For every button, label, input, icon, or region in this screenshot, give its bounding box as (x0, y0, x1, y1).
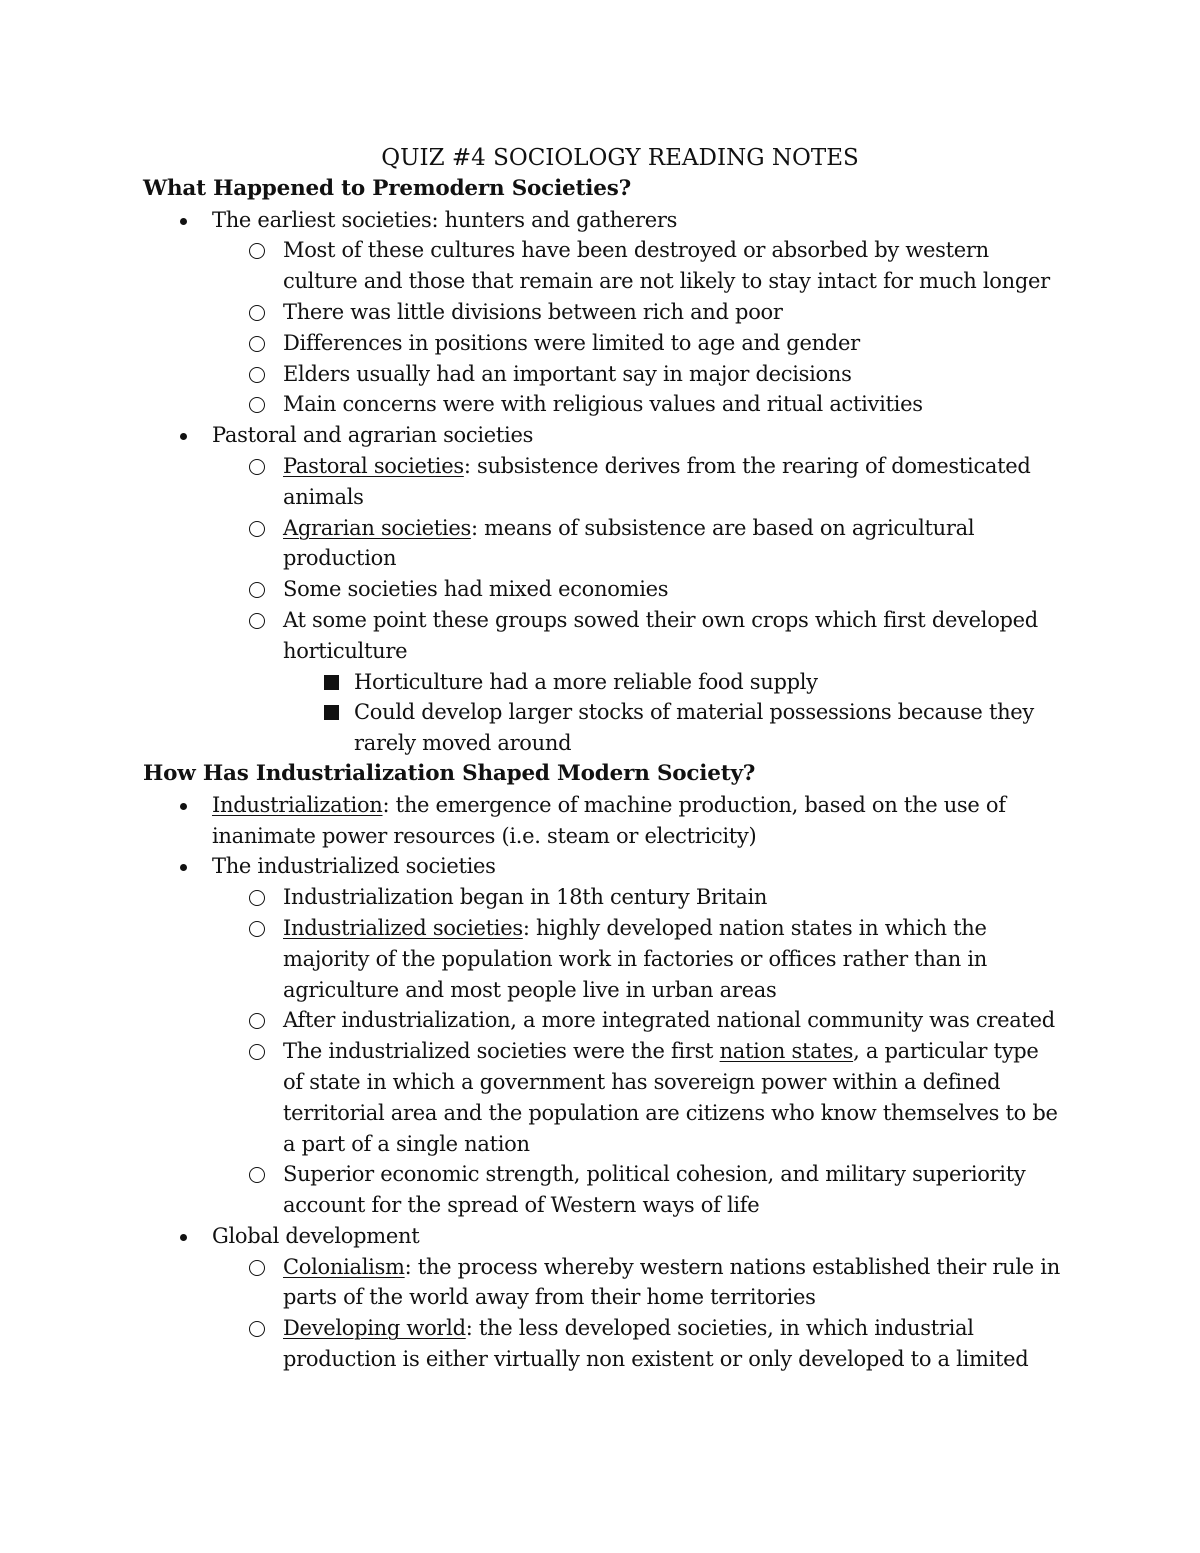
sub-bullet: Most of these cultures have been destroyed or absorbed by western culture and those that remain are not likely to stay intact for much longer (143, 235, 1063, 297)
hollow-circle-bullet-icon (249, 613, 265, 629)
bullet-industrialization: Industrialization: the emergence of machine production, based on the use of inanimate power resources (i.e. steam or electricity) (143, 790, 1063, 852)
section-heading-industrialization: How Has Industrialization Shaped Modern Society? (143, 760, 756, 786)
hollow-circle-bullet-icon (249, 1321, 265, 1337)
term-pastoral-societies: Pastoral societies (283, 453, 464, 478)
sub-bullet: Developing world: the less developed societies, in which industrial production is either virtually non existent or only developed to a limited (143, 1313, 1063, 1375)
sub-bullet: After industrialization, a more integrated national community was created (143, 1005, 1063, 1036)
hollow-circle-bullet-icon (249, 397, 265, 413)
bullet-hunters-gatherers: The earliest societies: hunters and gatherers (143, 205, 1063, 236)
bullet-dot-icon (180, 433, 187, 440)
sub-bullet: Main concerns were with religious values and ritual activities (143, 389, 1063, 420)
industrialization-list (143, 790, 1063, 1375)
hollow-circle-bullet-icon (249, 1013, 265, 1029)
term-agrarian-societies: Agrarian societies (283, 515, 471, 540)
tertiary-bullet: Could develop larger stocks of material possessions because they rarely moved around (143, 697, 1063, 759)
hollow-circle-bullet-icon (249, 367, 265, 383)
bullet-dot-icon (180, 1234, 187, 1241)
term-industrialization: Industrialization (212, 792, 383, 817)
document-title: QUIZ #4 SOCIOLOGY READING NOTES (381, 145, 859, 171)
sub-bullet: Colonialism: the process whereby western nations established their rule in parts of the world away from their home territories (143, 1252, 1063, 1314)
notes-content (143, 143, 1063, 1375)
hollow-circle-bullet-icon (249, 1167, 265, 1183)
sub-bullet: Agrarian societies: means of subsistence are based on agricultural production (143, 513, 1063, 575)
term-industrialized-societies: Industrialized societies (283, 915, 523, 940)
sub-bullet: Differences in positions were limited to age and gender (143, 328, 1063, 359)
hollow-circle-bullet-icon (249, 582, 265, 598)
sub-bullet: Industrialization began in 18th century Britain (143, 882, 1063, 913)
hollow-circle-bullet-icon (249, 243, 265, 259)
sub-bullet: Industrialized societies: highly developed nation states in which the majority of the population work in factories or offices rather than in agriculture and most people live in urban areas (143, 913, 1063, 1005)
filled-square-bullet-icon (324, 675, 339, 690)
sub-bullet: At some point these groups sowed their own crops which first developed horticulture (143, 605, 1063, 667)
filled-square-bullet-icon (324, 705, 339, 720)
bullet-dot-icon (180, 218, 187, 225)
hollow-circle-bullet-icon (249, 890, 265, 906)
bullet-dot-icon (180, 803, 187, 810)
sub-bullet: There was little divisions between rich and poor (143, 297, 1063, 328)
section-heading-premodern: What Happened to Premodern Societies? (143, 175, 632, 201)
premodern-list (143, 205, 1063, 759)
hollow-circle-bullet-icon (249, 305, 265, 321)
bullet-industrialized-societies: The industrialized societies (143, 851, 1063, 882)
hollow-circle-bullet-icon (249, 1260, 265, 1276)
hollow-circle-bullet-icon (249, 921, 265, 937)
sub-bullet: Some societies had mixed economies (143, 574, 1063, 605)
sub-bullet: Elders usually had an important say in major decisions (143, 359, 1063, 390)
term-colonialism: Colonialism (283, 1254, 405, 1279)
bullet-dot-icon (180, 864, 187, 871)
hollow-circle-bullet-icon (249, 336, 265, 352)
hollow-circle-bullet-icon (249, 521, 265, 537)
hollow-circle-bullet-icon (249, 1044, 265, 1060)
bullet-global-development: Global development (143, 1221, 1063, 1252)
hollow-circle-bullet-icon (249, 459, 265, 475)
tertiary-bullet: Horticulture had a more reliable food supply (143, 667, 1063, 698)
sub-bullet: The industrialized societies were the first nation states, a particular type of state in which a government has sovereign power within a defined territorial area and the population are citizens who know themselves to be a part of a single nation (143, 1036, 1063, 1159)
sub-bullet: Pastoral societies: subsistence derives from the rearing of domesticated animals (143, 451, 1063, 513)
term-developing-world: Developing world (283, 1316, 466, 1341)
term-nation-states: nation states (719, 1039, 854, 1064)
bullet-pastoral-agrarian: Pastoral and agrarian societies (143, 420, 1063, 451)
sub-bullet: Superior economic strength, political cohesion, and military superiority account for the spread of Western ways of life (143, 1159, 1063, 1221)
